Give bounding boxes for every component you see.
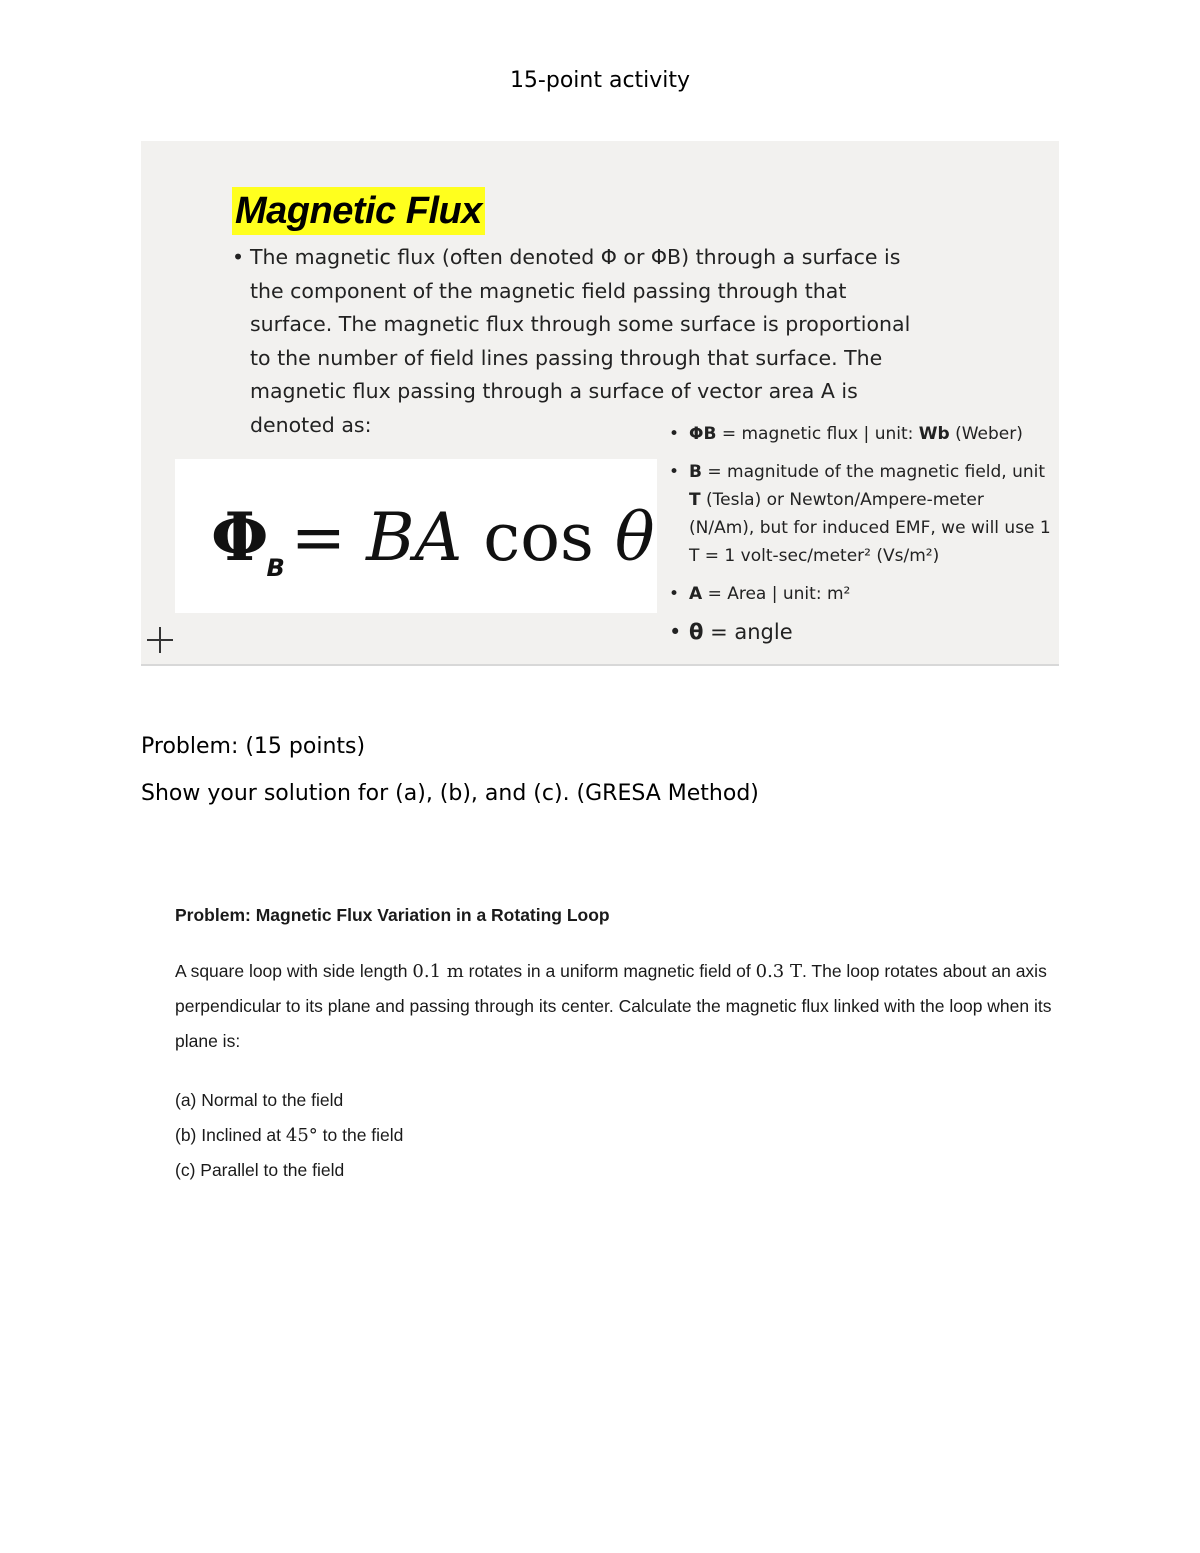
definition-term: θ [689,620,704,644]
problem-text-3: . The loop rotates about an axis perpendicular to its plane and passing through its center. Calculate the magnetic flux linked with the loop when its plane is: [175,961,1052,1051]
formula-box [175,459,657,613]
side-length-value: 0.1 m [412,961,464,982]
definition-item [669,580,1054,608]
bullet-icon: • [669,620,682,644]
definition-item [669,458,1054,570]
definition-term: B [689,462,702,482]
formula-vars: BA [366,499,463,576]
definition-unit: Wb [918,424,950,444]
bullet-icon: • [669,424,680,444]
definition-item [669,420,1054,448]
slide-bullet [232,241,932,443]
flux-formula [211,497,655,592]
bullet-icon: • [669,462,680,482]
bullet-icon: • [669,584,680,604]
problem-card [175,900,1055,1188]
slide-bullet-text: The magnetic flux (often denoted Φ or ΦB) through a surface is the component of the magnetic field passing through that surface. The magnetic flux through some surface is proportional to the number of field lines passing through that surface. The magnetic flux passing through a surface of vector area A is denoted as: [250,245,911,437]
definition-rest: (Tesla) or Newton/Ampere-meter (N/Am), but for induced EMF, we will use 1 T = 1 volt-sec/meter² (Vs/m²) [689,490,1051,566]
document-title: 15-point activity [509,68,691,93]
part-b-text-1: (b) Inclined at [175,1125,286,1145]
part-b-angle: 45° [285,1125,318,1146]
definition-term: ΦB [689,424,717,444]
formula-angle: θ [614,499,655,576]
problem-text-1: A square loop with side length [175,961,413,981]
definition-unit: T [689,490,701,510]
part-b [175,1118,1055,1153]
problem-statement [175,954,1055,1059]
definition-text: = magnetic flux | unit: [716,424,919,444]
problem-title: Problem: Magnetic Flux Variation in a Rotating Loop [175,905,610,925]
definition-list [669,420,1054,656]
field-value: 0.3 T [755,961,802,982]
part-c: (c) Parallel to the field [175,1160,345,1180]
definition-term: A [689,584,703,604]
formula-symbol: Φ [211,498,269,576]
slide-title: Magnetic Flux [232,187,485,235]
instruction-text: Show your solution for (a), (b), and (c). (GRESA Method) [141,781,759,806]
definition-rest: (Weber) [949,424,1023,444]
definition-text: = angle [703,620,793,644]
part-a: (a) Normal to the field [175,1090,344,1110]
definition-text: = Area | unit: m² [702,584,851,604]
formula-equals: = [290,499,347,576]
part-b-text-2: to the field [317,1125,404,1145]
formula-subscript: B [266,554,285,582]
problem-heading: Problem: (15 points) [141,734,366,759]
bullet-icon: • [232,245,245,269]
definition-item [669,618,1054,646]
magnetic-flux-slide [141,141,1059,666]
formula-func: cos [483,499,594,576]
problem-text-2: rotates in a uniform magnetic field of [463,961,756,981]
definition-text: = magnitude of the magnetic field, unit [701,462,1046,482]
crosshair-icon [147,627,173,653]
